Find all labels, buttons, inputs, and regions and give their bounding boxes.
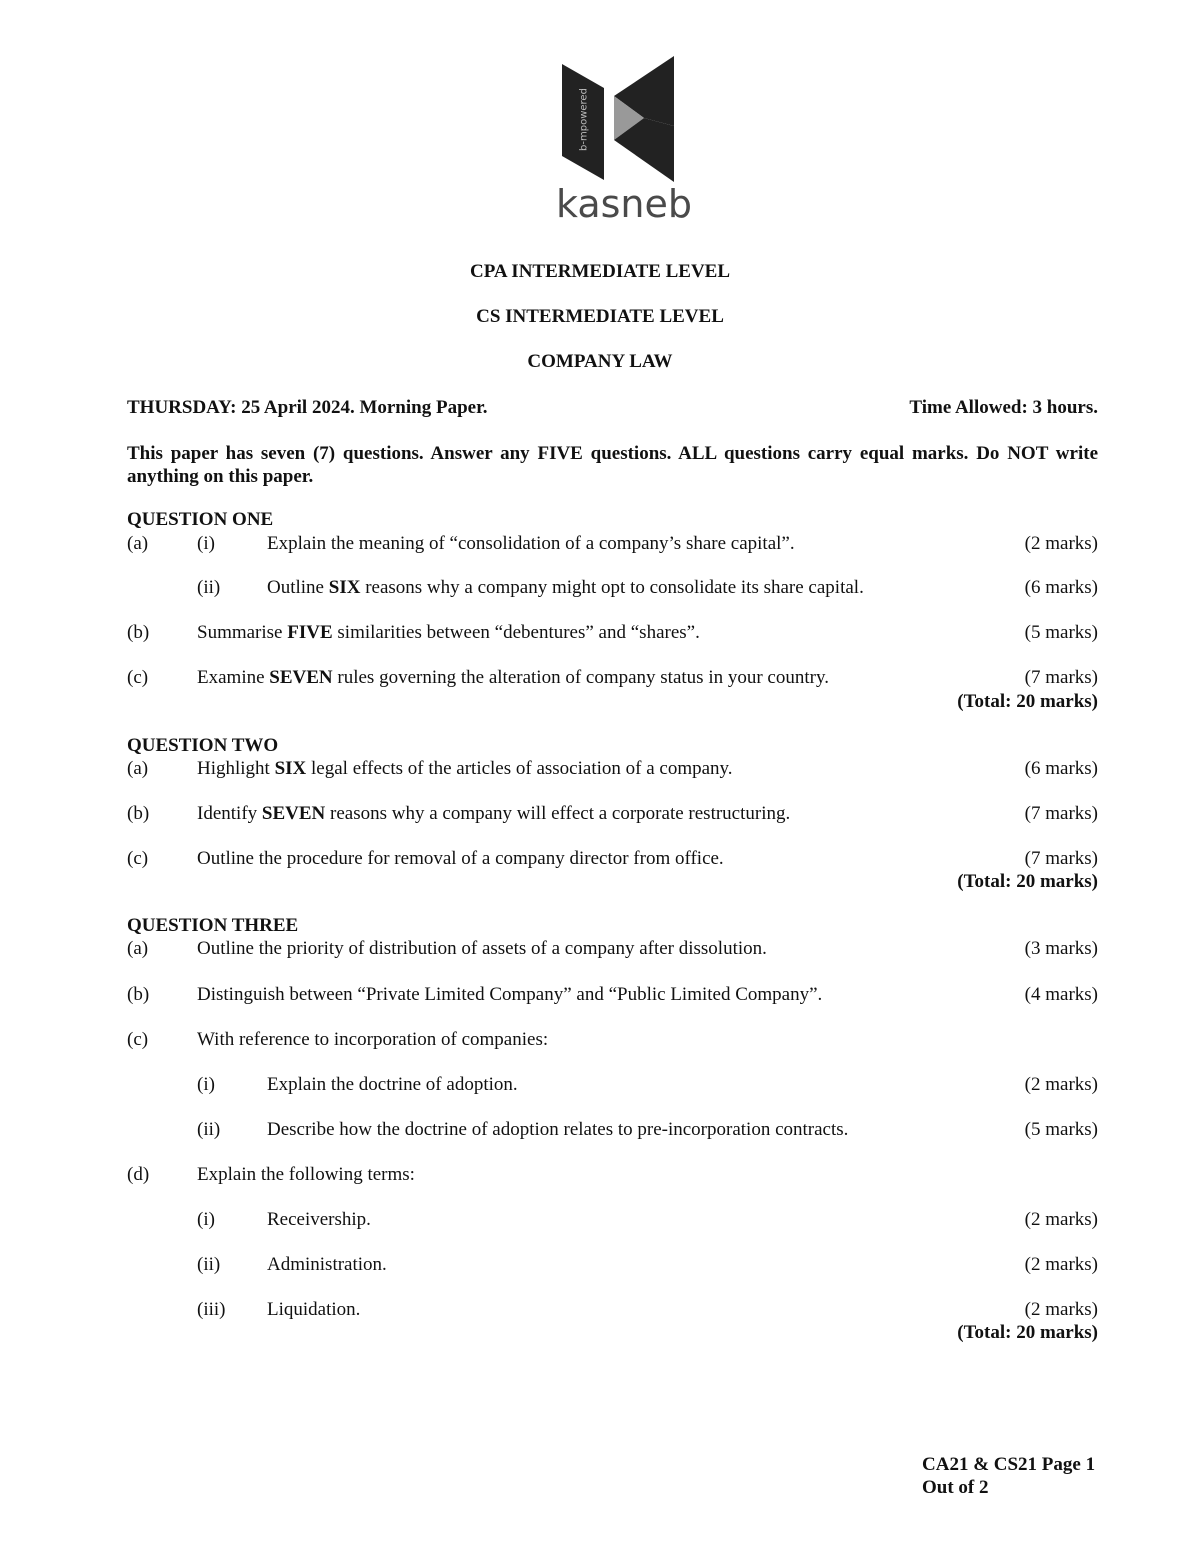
question-one-heading: QUESTION ONE bbox=[127, 509, 274, 530]
q3-c-ii-text: Describe how the doctrine of adoption relates to pre-incorporation contracts. bbox=[267, 1119, 849, 1140]
q1-total: (Total: 20 marks) bbox=[957, 691, 1098, 712]
q3-d-iii-marks: (2 marks) bbox=[1024, 1299, 1098, 1320]
q1-c-marks: (7 marks) bbox=[1024, 667, 1098, 688]
q3-d-iii-label: (iii) bbox=[197, 1299, 226, 1320]
kasneb-logo bbox=[556, 54, 680, 184]
q2-b-marks: (7 marks) bbox=[1024, 803, 1098, 824]
q1-a-i-marks: (2 marks) bbox=[1024, 533, 1098, 554]
q2-c-label: (c) bbox=[127, 848, 149, 869]
logo-wordmark: kasneb bbox=[556, 182, 693, 226]
q3-total: (Total: 20 marks) bbox=[957, 1322, 1098, 1343]
q2-a-text: Highlight SIX legal effects of the articles of association of a company. bbox=[197, 758, 733, 779]
q3-d-label: (d) bbox=[127, 1164, 150, 1185]
time-allowed: Time Allowed: 3 hours. bbox=[909, 397, 1098, 418]
q3-c-ii-label: (ii) bbox=[197, 1119, 221, 1140]
q3-c-label: (c) bbox=[127, 1029, 149, 1050]
q1-b-marks: (5 marks) bbox=[1024, 622, 1098, 643]
q3-c-i-text: Explain the doctrine of adoption. bbox=[267, 1074, 518, 1095]
q2-a-label: (a) bbox=[127, 758, 149, 779]
q3-d-ii-text: Administration. bbox=[267, 1254, 387, 1275]
q2-c-text: Outline the procedure for removal of a company director from office. bbox=[197, 848, 724, 869]
q2-total: (Total: 20 marks) bbox=[957, 871, 1098, 892]
question-two-heading: QUESTION TWO bbox=[127, 735, 279, 756]
q3-d-i-text: Receivership. bbox=[267, 1209, 371, 1230]
q2-b-text: Identify SEVEN reasons why a company will effect a corporate restructuring. bbox=[197, 803, 791, 824]
q1-a-ii-text: Outline SIX reasons why a company might opt to consolidate its share capital. bbox=[267, 577, 864, 598]
q3-a-label: (a) bbox=[127, 938, 149, 959]
paper-title: COMPANY LAW bbox=[527, 351, 673, 372]
q3-a-text: Outline the priority of distribution of assets of a company after dissolution. bbox=[197, 938, 767, 959]
q1-a-ii-marks: (6 marks) bbox=[1024, 577, 1098, 598]
q3-b-text: Distinguish between “Private Limited Company” and “Public Limited Company”. bbox=[197, 984, 823, 1005]
footer-page-code: CA21 & CS21 Page 1 bbox=[922, 1454, 1096, 1475]
q3-b-label: (b) bbox=[127, 984, 150, 1005]
q3-d-ii-label: (ii) bbox=[197, 1254, 221, 1275]
q1-b-text: Summarise FIVE similarities between “debentures” and “shares”. bbox=[197, 622, 700, 643]
q1-c-label: (c) bbox=[127, 667, 149, 688]
level-line-cs: CS INTERMEDIATE LEVEL bbox=[476, 306, 724, 327]
q2-c-marks: (7 marks) bbox=[1024, 848, 1098, 869]
q1-a-label: (a) bbox=[127, 533, 149, 554]
exam-instructions: This paper has seven (7) questions. Answer any FIVE questions. ALL questions carry equal marks. Do NOT write anything on this paper. bbox=[127, 443, 1098, 487]
logo-tagline: b-mpowered bbox=[578, 88, 590, 151]
q3-c-i-label: (i) bbox=[197, 1074, 215, 1095]
kasneb-logo-mark bbox=[556, 54, 680, 184]
q1-a-i-label: (i) bbox=[197, 533, 215, 554]
q1-c-text: Examine SEVEN rules governing the alteration of company status in your country. bbox=[197, 667, 829, 688]
q2-a-marks: (6 marks) bbox=[1024, 758, 1098, 779]
q2-b-label: (b) bbox=[127, 803, 150, 824]
q3-c-text: With reference to incorporation of companies: bbox=[197, 1029, 549, 1050]
q1-b-label: (b) bbox=[127, 622, 150, 643]
footer-page-count: Out of 2 bbox=[922, 1477, 989, 1498]
level-line-cpa: CPA INTERMEDIATE LEVEL bbox=[469, 261, 731, 282]
q3-d-ii-marks: (2 marks) bbox=[1024, 1254, 1098, 1275]
q3-b-marks: (4 marks) bbox=[1024, 984, 1098, 1005]
q3-a-marks: (3 marks) bbox=[1024, 938, 1098, 959]
q3-d-text: Explain the following terms: bbox=[197, 1164, 415, 1185]
q3-d-i-label: (i) bbox=[197, 1209, 215, 1230]
q3-c-i-marks: (2 marks) bbox=[1024, 1074, 1098, 1095]
exam-date: THURSDAY: 25 April 2024. Morning Paper. bbox=[127, 397, 488, 418]
question-three-heading: QUESTION THREE bbox=[127, 915, 299, 936]
q3-c-ii-marks: (5 marks) bbox=[1024, 1119, 1098, 1140]
q1-a-ii-label: (ii) bbox=[197, 577, 221, 598]
q3-d-i-marks: (2 marks) bbox=[1024, 1209, 1098, 1230]
q3-d-iii-text: Liquidation. bbox=[267, 1299, 361, 1320]
q1-a-i-text: Explain the meaning of “consolidation of a company’s share capital”. bbox=[267, 533, 795, 554]
